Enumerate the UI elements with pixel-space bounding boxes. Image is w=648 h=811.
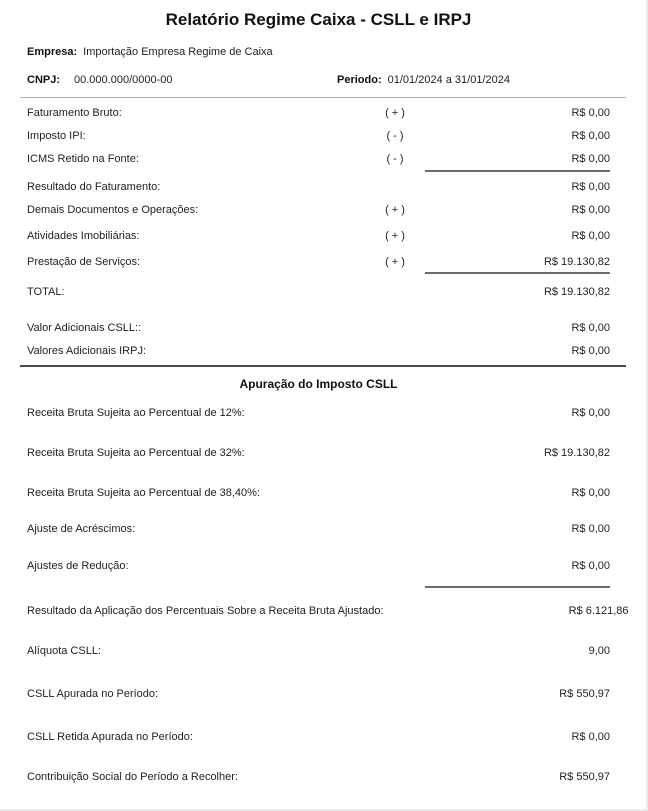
row-label: Contribuição Social do Período a Recolher: xyxy=(27,771,238,783)
company-value: Importação Empresa Regime de Caixa xyxy=(83,46,273,58)
row-operator: ( + ) xyxy=(385,107,405,119)
row-value: R$ 0,00 xyxy=(571,487,610,499)
row-operator: ( + ) xyxy=(385,256,405,268)
company-label: Empresa: xyxy=(27,46,78,58)
row-label: CSLL Apurada no Período: xyxy=(27,688,159,700)
row-value: 9,00 xyxy=(588,645,610,657)
row-value: R$ 0,00 xyxy=(571,181,610,193)
report-row xyxy=(27,644,610,659)
row-label: Ajustes de Redução: xyxy=(27,560,129,572)
row-label: Receita Bruta Sujeita ao Percentual de 32%: xyxy=(27,447,245,459)
row-value: R$ 0,00 xyxy=(571,107,610,119)
report-title: Relatório Regime Caixa - CSLL e IRPJ xyxy=(165,10,472,29)
period-group xyxy=(337,73,510,87)
report-row xyxy=(27,559,610,574)
row-value: R$ 0,00 xyxy=(571,523,610,535)
row-label: Faturamento Bruto: xyxy=(27,107,122,119)
report-row xyxy=(27,255,610,270)
row-label: Valor Adicionais CSLL:: xyxy=(27,322,142,334)
row-label: Receita Bruta Sujeita ao Percentual de 12%: xyxy=(27,407,245,419)
row-operator: ( + ) xyxy=(385,230,405,242)
report-row xyxy=(27,106,610,121)
report-row xyxy=(27,687,610,702)
section-divider xyxy=(20,365,626,367)
company-row xyxy=(27,45,610,59)
row-value: R$ 0,00 xyxy=(571,153,610,165)
cnpj-value: 00.000.000/0000-00 xyxy=(74,74,173,86)
report-row xyxy=(27,129,610,144)
subtotal-rule xyxy=(425,272,610,274)
row-value: R$ 0,00 xyxy=(571,731,610,743)
row-label: Alíquota CSLL: xyxy=(27,645,101,657)
row-value: R$ 0,00 xyxy=(571,230,610,242)
row-label: Imposto IPI: xyxy=(27,130,86,142)
row-label: Demais Documentos e Operações: xyxy=(27,204,199,216)
row-label: Ajuste de Acréscimos: xyxy=(27,523,136,535)
report-row xyxy=(27,730,610,745)
row-operator: ( - ) xyxy=(386,153,404,165)
report-row xyxy=(27,486,610,501)
report-row xyxy=(27,344,610,359)
header-divider xyxy=(20,97,626,98)
row-value: R$ 0,00 xyxy=(571,407,610,419)
row-label: Receita Bruta Sujeita ao Percentual de 38,40%: xyxy=(27,487,260,499)
row-label: Resultado da Aplicação dos Percentuais Sobre a Receita Bruta Ajustado: xyxy=(27,605,384,617)
row-label: Resultado do Faturamento: xyxy=(27,181,161,193)
row-label: ICMS Retido na Fonte: xyxy=(27,153,139,165)
cnpj-label: CNPJ: xyxy=(27,74,61,86)
row-operator: ( - ) xyxy=(386,130,404,142)
row-label: Valores Adicionais IRPJ: xyxy=(27,345,147,357)
cnpj-period-row xyxy=(27,73,610,87)
row-label: Prestação de Serviços: xyxy=(27,256,141,268)
report-row xyxy=(27,203,610,218)
period-label: Periodo: xyxy=(337,74,382,86)
subtotal-rule xyxy=(425,170,610,172)
row-value: R$ 19.130,82 xyxy=(543,256,610,268)
row-value: R$ 550,97 xyxy=(559,688,610,700)
row-label: CSLL Retida Apurada no Período: xyxy=(27,731,193,743)
row-value: R$ 0,00 xyxy=(571,204,610,216)
row-label: Atividades Imobiliárias: xyxy=(27,230,140,242)
row-value: R$ 6.121,86 xyxy=(568,605,629,617)
row-value: R$ 0,00 xyxy=(571,322,610,334)
report-row xyxy=(27,321,610,336)
report-body xyxy=(27,106,629,785)
row-operator: ( + ) xyxy=(385,204,405,216)
row-value: R$ 0,00 xyxy=(571,130,610,142)
report-row xyxy=(27,446,610,461)
report-row xyxy=(27,770,610,785)
row-value: R$ 19.130,82 xyxy=(543,447,610,459)
report-row xyxy=(27,229,610,244)
period-value: 01/01/2024 a 31/01/2024 xyxy=(387,74,510,86)
report-row xyxy=(27,522,610,537)
row-value: R$ 0,00 xyxy=(571,560,610,572)
subtotal-rule xyxy=(425,586,610,588)
row-value: R$ 19.130,82 xyxy=(543,286,610,298)
row-value: R$ 550,97 xyxy=(559,771,610,783)
section-title: Apuração do Imposto CSLL xyxy=(239,377,398,391)
report-row xyxy=(27,152,610,167)
report-row xyxy=(27,180,610,195)
report-row xyxy=(27,285,610,300)
row-label: TOTAL: xyxy=(27,286,65,298)
row-value: R$ 0,00 xyxy=(571,345,610,357)
report-row xyxy=(27,406,610,421)
report-row xyxy=(27,604,629,619)
